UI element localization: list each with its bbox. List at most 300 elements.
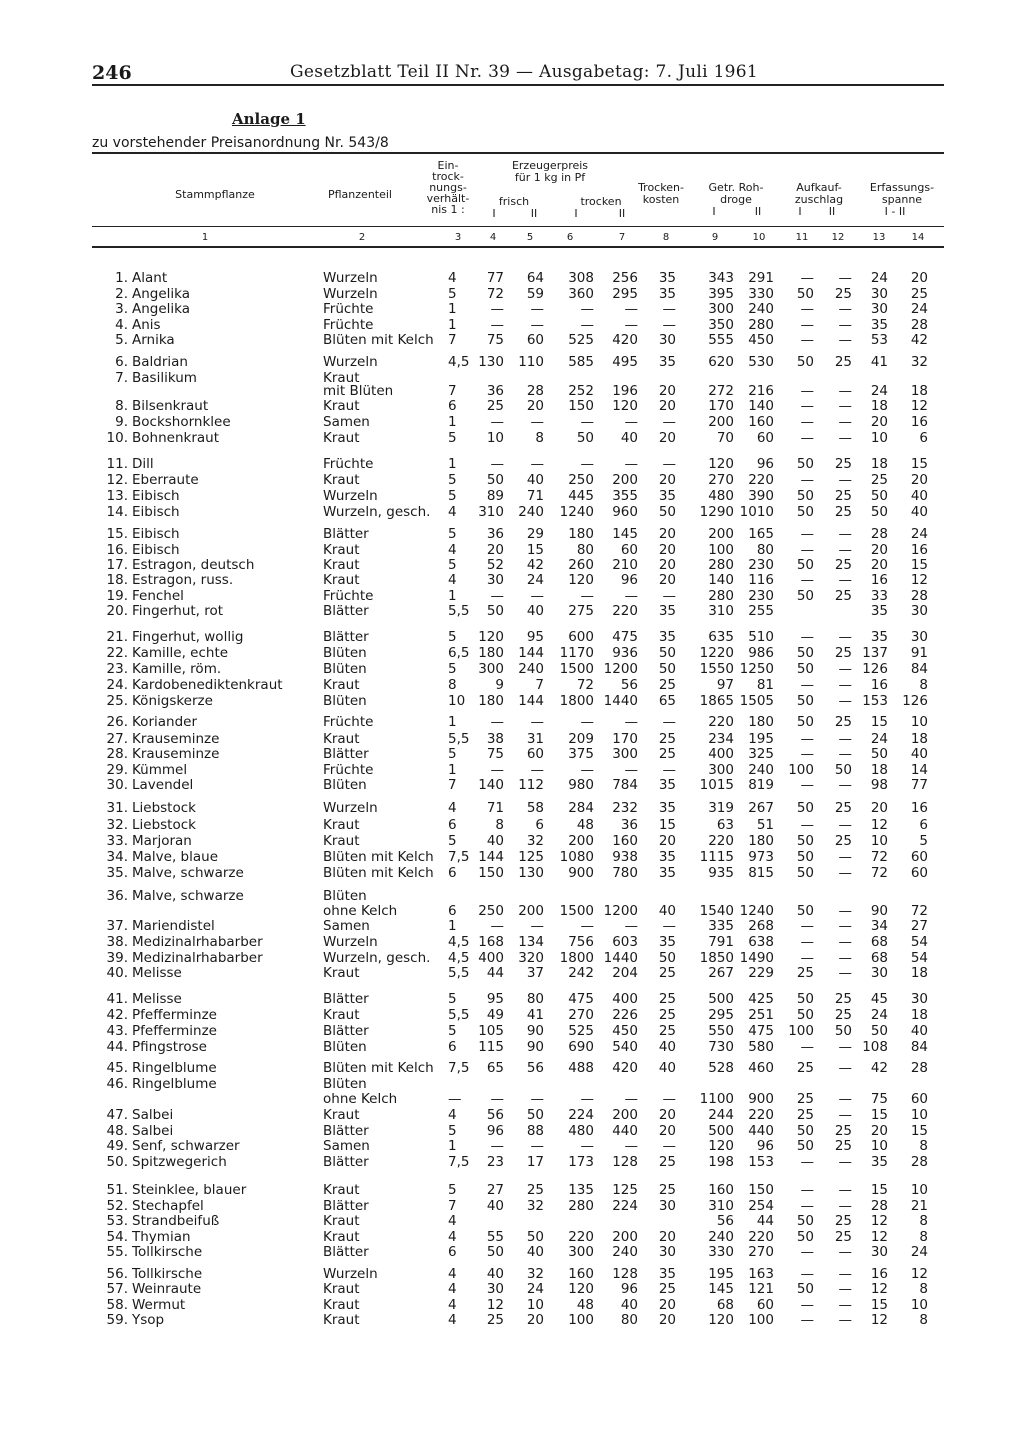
table-row <box>0 762 1024 778</box>
row-value-col11: — <box>800 918 814 934</box>
table-row <box>0 1213 1024 1229</box>
row-value-col5: 240 <box>518 504 544 520</box>
row-number: 54. <box>106 1229 128 1245</box>
row-verhaeltnis: 7 <box>448 383 457 399</box>
row-value-col11: — <box>800 1244 814 1260</box>
row-value-col9: 68 <box>716 1297 734 1313</box>
row-pflanzenteil: Samen <box>323 918 370 934</box>
row-value-col9: 120 <box>708 1138 734 1154</box>
row-value-col13: 30 <box>870 286 888 302</box>
row-value-col12: — <box>838 965 852 981</box>
row-value-col7: 300 <box>612 746 638 762</box>
row-value-col11: — <box>800 950 814 966</box>
row-number: 24. <box>106 677 128 693</box>
row-value-col4: — <box>490 762 504 778</box>
row-value-col12: — <box>838 472 852 488</box>
row-number: 47. <box>106 1107 128 1123</box>
row-value-col9: 480 <box>708 488 734 504</box>
row-value-col14: 40 <box>910 504 928 520</box>
table-row <box>0 731 1024 747</box>
row-value-col9: 70 <box>716 430 734 446</box>
row-value-col4: 130 <box>478 354 504 370</box>
row-stammpflanze: Fingerhut, rot <box>132 603 224 619</box>
colnum-7: 7 <box>618 232 626 243</box>
row-value-col4: 115 <box>478 1039 504 1055</box>
row-value-col12: — <box>838 383 852 399</box>
row-value-col12: — <box>838 1060 852 1076</box>
row-value-col8: 20 <box>658 526 676 542</box>
row-pflanzenteil: Blätter <box>323 1244 369 1260</box>
row-value-col7: 40 <box>620 1297 638 1313</box>
row-value-col10: 254 <box>748 1198 774 1214</box>
row-number: 43. <box>106 1023 128 1039</box>
row-value-col13: 10 <box>870 833 888 849</box>
row-value-col5: 37 <box>526 965 544 981</box>
row-value-col6: 260 <box>568 557 594 573</box>
table-row <box>0 746 1024 762</box>
row-value-col11: 50 <box>796 488 814 504</box>
row-stammpflanze: Liebstock <box>132 800 196 816</box>
row-value-col7: 145 <box>612 526 638 542</box>
row-value-col11: — <box>800 383 814 399</box>
col-trockenkosten: Trocken- kosten <box>638 181 684 206</box>
row-value-col13: 20 <box>870 414 888 430</box>
row-value-col10: 240 <box>748 301 774 317</box>
row-verhaeltnis: 4 <box>448 1229 457 1245</box>
row-value-col4: 50 <box>486 603 504 619</box>
page-number: 246 <box>92 62 132 84</box>
row-value-col8: — <box>662 762 676 778</box>
row-number: 29. <box>106 762 128 778</box>
row-stammpflanze: Alant <box>132 270 168 286</box>
row-value-col12: — <box>838 572 852 588</box>
table-row <box>0 629 1024 645</box>
row-value-col13: 30 <box>870 301 888 317</box>
table-row <box>0 286 1024 302</box>
row-value-col6: — <box>580 414 594 430</box>
row-stammpflanze: Eibisch <box>132 488 180 504</box>
row-value-col8: 40 <box>658 1060 676 1076</box>
row-value-col14: 8 <box>919 1213 928 1229</box>
row-value-col14: 28 <box>910 317 928 333</box>
row-stammpflanze: Melisse <box>132 965 182 981</box>
row-value-col14: 60 <box>910 865 928 881</box>
row-value-col14: 25 <box>910 286 928 302</box>
row-value-col14: 8 <box>919 1281 928 1297</box>
row-verhaeltnis: 4 <box>448 1266 457 1282</box>
row-value-col8: 20 <box>658 542 676 558</box>
row-value-col13: 10 <box>870 1138 888 1154</box>
row-value-col6: 80 <box>576 542 594 558</box>
row-stammpflanze: Lavendel <box>132 777 194 793</box>
row-value-col9: 220 <box>708 714 734 730</box>
row-pflanzenteil: Blüten mit Kelch <box>323 865 434 881</box>
row-value-col5: 110 <box>518 354 544 370</box>
row-pflanzenteil: Kraut <box>323 817 360 833</box>
row-stammpflanze: Medizinalrhabarber <box>132 950 263 966</box>
row-value-col7: 420 <box>612 1060 638 1076</box>
col-aufkauf: Aufkauf- zuschlag <box>794 181 844 206</box>
row-value-col6: 250 <box>568 472 594 488</box>
row-value-col7: 120 <box>612 398 638 414</box>
row-value-col6: 50 <box>576 430 594 446</box>
row-value-col7: 200 <box>612 1229 638 1245</box>
table-top-rule <box>92 152 944 154</box>
row-number: 42. <box>106 1007 128 1023</box>
row-verhaeltnis: 4 <box>448 800 457 816</box>
row-value-col7: 1200 <box>603 903 638 919</box>
table-row <box>0 1060 1024 1076</box>
row-stammpflanze: Kardobenediktenkraut <box>132 677 283 693</box>
row-stammpflanze: Thymian <box>132 1229 191 1245</box>
row-number: 32. <box>106 817 128 833</box>
row-value-col10: 140 <box>748 398 774 414</box>
row-value-col6: 135 <box>568 1182 594 1198</box>
row-value-col13: 108 <box>862 1039 888 1055</box>
row-stammpflanze: Malve, schwarze <box>132 888 244 904</box>
colnum-3: 3 <box>454 232 462 243</box>
row-value-col7: — <box>624 301 638 317</box>
row-number: 3. <box>115 301 128 317</box>
row-value-col4: 44 <box>486 965 504 981</box>
row-value-col12: — <box>838 1182 852 1198</box>
row-value-col13: 20 <box>870 557 888 573</box>
col-pflanzenteil: Pflanzenteil <box>328 188 392 201</box>
row-value-col4: 25 <box>486 1312 504 1328</box>
row-value-col9: 56 <box>716 1213 734 1229</box>
row-number: 8. <box>115 398 128 414</box>
row-value-col6: — <box>580 918 594 934</box>
table-row <box>0 557 1024 573</box>
row-stammpflanze: Eibisch <box>132 542 180 558</box>
row-value-col7: 1440 <box>603 950 638 966</box>
row-value-col6: 120 <box>568 1281 594 1297</box>
row-value-col14: 27 <box>910 918 928 934</box>
row-value-col14: 30 <box>910 629 928 645</box>
col-stammpflanze: Stammpflanze <box>175 188 255 201</box>
table-row <box>0 888 1024 904</box>
row-number: 45. <box>106 1060 128 1076</box>
row-value-col4: 55 <box>486 1229 504 1245</box>
row-stammpflanze: Kamille, echte <box>132 645 229 661</box>
row-value-col6: 72 <box>576 677 594 693</box>
row-value-col11: — <box>800 1297 814 1313</box>
row-pflanzenteil: Kraut <box>323 1182 360 1198</box>
row-value-col8: 35 <box>658 270 676 286</box>
table-row <box>0 301 1024 317</box>
row-value-col9: 170 <box>708 398 734 414</box>
row-value-col4: 140 <box>478 777 504 793</box>
row-verhaeltnis: 6 <box>448 865 457 881</box>
row-value-col7: 128 <box>612 1266 638 1282</box>
row-value-col8: 25 <box>658 991 676 1007</box>
row-value-col12: — <box>838 1312 852 1328</box>
row-value-col10: 80 <box>756 542 774 558</box>
row-value-col4: 20 <box>486 542 504 558</box>
row-stammpflanze: Anis <box>132 317 161 333</box>
row-value-col12: — <box>838 1091 852 1107</box>
row-value-col7: 960 <box>612 504 638 520</box>
col-erfassung-I-II: I - II <box>884 205 906 218</box>
header-rule <box>92 84 944 86</box>
row-value-col7: 450 <box>612 1023 638 1039</box>
row-value-col9: 1865 <box>699 693 734 709</box>
row-value-col14: 14 <box>910 762 928 778</box>
row-value-col7: — <box>624 456 638 472</box>
row-verhaeltnis: 6,5 <box>448 645 470 661</box>
row-value-col10: 638 <box>748 934 774 950</box>
row-value-col7: 420 <box>612 332 638 348</box>
row-value-col5: 144 <box>518 693 544 709</box>
row-stammpflanze: Königskerze <box>132 693 213 709</box>
row-value-col8: 20 <box>658 1312 676 1328</box>
row-pflanzenteil: Kraut <box>323 1281 360 1297</box>
row-value-col8: 25 <box>658 1154 676 1170</box>
row-value-col9: 528 <box>708 1060 734 1076</box>
row-value-col14: 20 <box>910 270 928 286</box>
row-pflanzenteil: Früchte <box>323 301 374 317</box>
row-value-col14: 32 <box>910 354 928 370</box>
row-value-col5: — <box>530 918 544 934</box>
row-value-col11: 50 <box>796 903 814 919</box>
table-row <box>0 383 1024 399</box>
row-value-col4: — <box>490 588 504 604</box>
row-number: 15. <box>106 526 128 542</box>
col-frisch: frisch <box>498 195 530 208</box>
table-row <box>0 1076 1024 1092</box>
row-value-col6: — <box>580 301 594 317</box>
row-value-col12: — <box>838 1198 852 1214</box>
table-row <box>0 542 1024 558</box>
row-value-col11: — <box>800 677 814 693</box>
row-value-col12: — <box>838 398 852 414</box>
row-value-col5: 40 <box>526 603 544 619</box>
row-value-col11: 25 <box>796 1091 814 1107</box>
row-verhaeltnis: 5 <box>448 629 457 645</box>
row-value-col11: 50 <box>796 504 814 520</box>
row-value-col10: 163 <box>748 1266 774 1282</box>
row-value-col12: — <box>838 849 852 865</box>
row-value-col9: 319 <box>708 800 734 816</box>
row-value-col5: 64 <box>526 270 544 286</box>
row-value-col11: 50 <box>796 833 814 849</box>
table-row <box>0 526 1024 542</box>
row-value-col5: 8 <box>535 430 544 446</box>
row-verhaeltnis: 5 <box>448 1182 457 1198</box>
row-stammpflanze: Medizinalrhabarber <box>132 934 263 950</box>
row-number: 11. <box>106 456 128 472</box>
row-value-col12: — <box>838 903 852 919</box>
row-verhaeltnis: 8 <box>448 677 457 693</box>
row-value-col12: 25 <box>834 456 852 472</box>
row-value-col11: — <box>800 1039 814 1055</box>
row-stammpflanze: Salbei <box>132 1123 174 1139</box>
row-number: 48. <box>106 1123 128 1139</box>
row-value-col6: 525 <box>568 332 594 348</box>
row-value-col4: 38 <box>486 731 504 747</box>
row-stammpflanze: Ringelblume <box>132 1076 217 1092</box>
row-stammpflanze: Eibisch <box>132 504 180 520</box>
row-value-col12: — <box>838 1107 852 1123</box>
row-number: 12. <box>106 472 128 488</box>
colnum-14: 14 <box>911 232 925 243</box>
row-stammpflanze: Baldrian <box>132 354 188 370</box>
row-value-col13: 35 <box>870 317 888 333</box>
row-value-col10: 220 <box>748 1107 774 1123</box>
row-stammpflanze: Mariendistel <box>132 918 215 934</box>
row-value-col8: 20 <box>658 1123 676 1139</box>
colnum-6: 6 <box>566 232 574 243</box>
row-value-col4: 77 <box>486 270 504 286</box>
row-value-col14: 30 <box>910 603 928 619</box>
row-value-col8: 35 <box>658 849 676 865</box>
table-row <box>0 472 1024 488</box>
row-verhaeltnis: 5 <box>448 1123 457 1139</box>
row-value-col12: — <box>838 1297 852 1313</box>
row-value-col10: 121 <box>748 1281 774 1297</box>
row-pflanzenteil: Blätter <box>323 1154 369 1170</box>
row-value-col12: 25 <box>834 354 852 370</box>
row-pflanzenteil: Blüten mit Kelch <box>323 1060 434 1076</box>
row-value-col4: — <box>490 456 504 472</box>
row-value-col6: 270 <box>568 1007 594 1023</box>
row-value-col10: 240 <box>748 762 774 778</box>
row-verhaeltnis: 5,5 <box>448 965 470 981</box>
row-value-col10: 1505 <box>739 693 774 709</box>
row-verhaeltnis: 7,5 <box>448 1154 470 1170</box>
row-stammpflanze: Basilikum <box>132 370 197 386</box>
row-value-col11: — <box>800 542 814 558</box>
row-value-col13: 90 <box>870 903 888 919</box>
row-value-col11: — <box>800 731 814 747</box>
table-row <box>0 354 1024 370</box>
row-value-col6: 150 <box>568 398 594 414</box>
row-value-col8: — <box>662 918 676 934</box>
row-value-col11: — <box>800 934 814 950</box>
row-value-col10: 96 <box>756 1138 774 1154</box>
row-value-col4: 23 <box>486 1154 504 1170</box>
col-erfassung: Erfassungs- spanne <box>869 181 935 206</box>
row-value-col4: 10 <box>486 430 504 446</box>
table-row <box>0 777 1024 793</box>
row-value-col13: 20 <box>870 542 888 558</box>
table-row <box>0 950 1024 966</box>
row-value-col7: 160 <box>612 833 638 849</box>
row-value-col12: — <box>838 526 852 542</box>
row-value-col10: 268 <box>748 918 774 934</box>
row-value-col13: 137 <box>862 645 888 661</box>
row-verhaeltnis: 7 <box>448 1198 457 1214</box>
row-value-col6: 224 <box>568 1107 594 1123</box>
row-verhaeltnis: 6 <box>448 398 457 414</box>
table-row <box>0 849 1024 865</box>
row-verhaeltnis: 10 <box>448 693 466 709</box>
row-value-col11: 50 <box>796 1138 814 1154</box>
col-erzeugerpreis: Erzeugerpreis für 1 kg in Pf <box>511 159 589 184</box>
row-value-col8: 25 <box>658 731 676 747</box>
row-value-col11: 50 <box>796 1229 814 1245</box>
row-verhaeltnis: 4 <box>448 1297 457 1313</box>
row-verhaeltnis: 4,5 <box>448 354 470 370</box>
row-stammpflanze: Wermut <box>132 1297 186 1313</box>
row-value-col7: 440 <box>612 1123 638 1139</box>
row-value-col6: 100 <box>568 1312 594 1328</box>
row-value-col9: 280 <box>708 557 734 573</box>
row-value-col6: 1800 <box>559 693 594 709</box>
row-value-col14: 54 <box>910 950 928 966</box>
row-value-col9: 343 <box>708 270 734 286</box>
row-verhaeltnis: 5,5 <box>448 603 470 619</box>
row-value-col7: 355 <box>612 488 638 504</box>
row-value-col12: — <box>838 542 852 558</box>
row-number: 30. <box>106 777 128 793</box>
row-value-col8: 15 <box>658 817 676 833</box>
row-value-col13: 33 <box>870 588 888 604</box>
row-value-col14: 84 <box>910 1039 928 1055</box>
row-pflanzenteil: Früchte <box>323 762 374 778</box>
row-value-col13: 20 <box>870 800 888 816</box>
row-value-col4: 36 <box>486 526 504 542</box>
row-verhaeltnis: 4 <box>448 542 457 558</box>
row-value-col10: 815 <box>748 865 774 881</box>
row-value-col6: — <box>580 1138 594 1154</box>
row-value-col4: 25 <box>486 398 504 414</box>
row-value-col10: 270 <box>748 1244 774 1260</box>
row-value-col10: 230 <box>748 588 774 604</box>
row-verhaeltnis: 4 <box>448 504 457 520</box>
row-pflanzenteil: Blätter <box>323 603 369 619</box>
row-value-col10: 220 <box>748 1229 774 1245</box>
table-row <box>0 865 1024 881</box>
colnum-1: 1 <box>201 232 209 243</box>
row-pflanzenteil: Kraut <box>323 1297 360 1313</box>
row-value-col7: — <box>624 317 638 333</box>
row-value-col6: 360 <box>568 286 594 302</box>
row-number: 6. <box>115 354 128 370</box>
row-value-col14: 40 <box>910 1023 928 1039</box>
row-number: 55. <box>106 1244 128 1260</box>
row-value-col4: 72 <box>486 286 504 302</box>
row-value-col5: 32 <box>526 1266 544 1282</box>
row-value-col5: 7 <box>535 677 544 693</box>
row-pflanzenteil: Kraut <box>323 1107 360 1123</box>
row-value-col7: 224 <box>612 1198 638 1214</box>
row-pflanzenteil: Kraut <box>323 1007 360 1023</box>
row-verhaeltnis: 4,5 <box>448 934 470 950</box>
row-value-col11: — <box>800 317 814 333</box>
row-verhaeltnis: 5 <box>448 833 457 849</box>
row-value-col6: 173 <box>568 1154 594 1170</box>
row-value-col13: 12 <box>870 1312 888 1328</box>
row-pflanzenteil: Früchte <box>323 317 374 333</box>
row-value-col8: 20 <box>658 1107 676 1123</box>
row-value-col8: 30 <box>658 332 676 348</box>
row-value-col14: 12 <box>910 572 928 588</box>
row-pflanzenteil: Blüten <box>323 661 367 677</box>
row-verhaeltnis: 4 <box>448 1213 457 1229</box>
table-row <box>0 332 1024 348</box>
row-pflanzenteil: Kraut <box>323 430 360 446</box>
row-value-col7: 232 <box>612 800 638 816</box>
row-pflanzenteil: Früchte <box>323 714 374 730</box>
row-value-col10: 81 <box>756 677 774 693</box>
row-value-col7: 96 <box>620 1281 638 1297</box>
row-pflanzenteil: Kraut <box>323 1312 360 1328</box>
row-value-col7: 170 <box>612 731 638 747</box>
row-number: 38. <box>106 934 128 950</box>
row-value-col9: 160 <box>708 1182 734 1198</box>
row-value-col10: 116 <box>748 572 774 588</box>
